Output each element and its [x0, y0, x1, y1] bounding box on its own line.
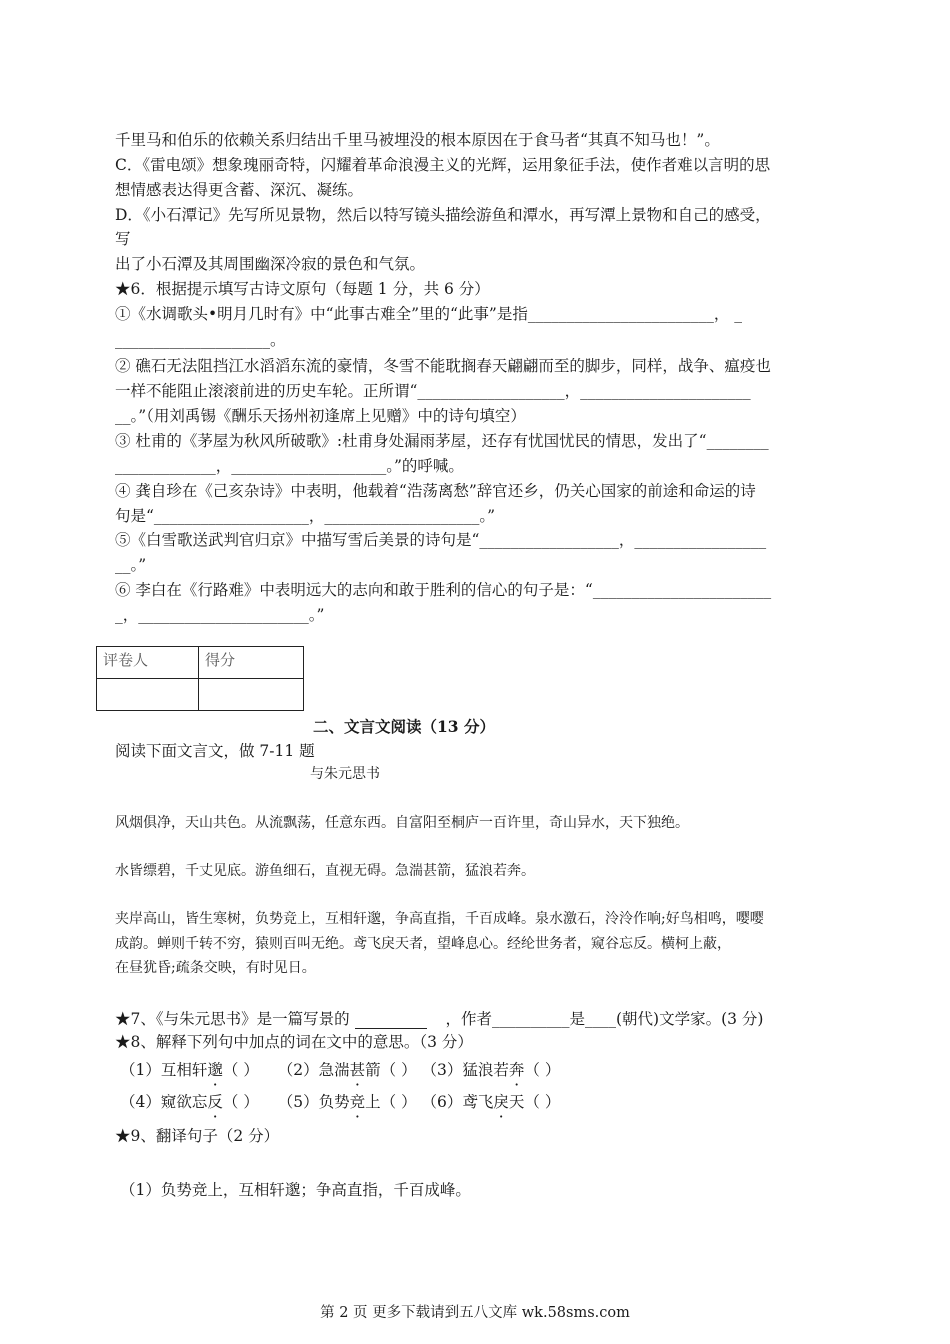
- section-heading: 二、文言文阅读（13 分）: [313, 717, 495, 736]
- q8-item: （1）互相轩邈（ ）: [120, 1061, 259, 1079]
- q5-text-line: 想情感表达得更含蓄、深沉、凝练。: [115, 181, 364, 199]
- q6-line: _____________，____________________。”的呼喊。: [115, 457, 464, 475]
- q5-option-d: D．《小石潭记》先写所见景物，然后以特写镜头描绘游鱼和潭水，再写潭上景物和自己的感受，: [115, 206, 771, 224]
- passage-paragraph: 夹岸高山，皆生寒树，负势竞上，互相轩邈，争高直指，千百成峰。泉水激石，泠泠作响;好鸟相鸣，嘤嘤: [115, 911, 764, 927]
- section-intro: 阅读下面文言文，做 7-11 题: [115, 742, 315, 760]
- q5-option-c: C．《雷电颂》想象瑰丽奇特，闪耀着革命浪漫主义的光辉，运用象征手法，使作者难以言明的思: [115, 156, 771, 174]
- passage-paragraph: 风烟俱净，天山共色。从流飘荡，任意东西。自富阳至桐庐一百许里，奇山异水，天下独绝。: [115, 815, 689, 831]
- q7-question: [115, 1004, 763, 1029]
- q5-text-line: 千里马和伯乐的依赖关系归结出千里马被埋没的根本原因在于食马者“其真不知马也！”。: [115, 131, 720, 149]
- q8-title: ★8、解释下列句中加点的词在文中的意思。（3 分）: [115, 1033, 473, 1051]
- passage-paragraph: 成韵。蝉则千转不穷，猿则百叫无绝。鸢飞戾天者，望峰息心。经纶世务者，窥谷忘反。横柯上蔽，: [115, 936, 731, 952]
- q7-prefix: ★7、《与朱元思书》是一篇写景的: [115, 1010, 350, 1028]
- q6-line: ①《水调歌头•明月几时有》中“此事古难全”里的“此事”是指________________________， _: [115, 305, 743, 323]
- q6-line: 句是“____________________，____________________。”: [115, 507, 496, 525]
- q6-line: ④ 龚自珍在《己亥杂诗》中表明，他载着“浩荡离愁”辞官还乡，仍关心国家的前途和命运的诗: [115, 482, 756, 500]
- q7-suffix: ，作者__________是____(朝代)文学家。(3 分): [445, 1010, 764, 1028]
- q6-title: ★6．根据提示填写古诗文原句（每题 1 分，共 6 分）: [115, 280, 490, 298]
- q6-line: __。”（用刘禹锡《酬乐天扬州初逢席上见赠》中的诗句填空）: [115, 407, 526, 425]
- q6-line: ② 礁石无法阻挡江水滔滔东流的豪情，冬雪不能耽搁春天翩翩而至的脚步，同样，战争、瘟疫也: [115, 357, 771, 375]
- q7-blank[interactable]: [355, 1008, 427, 1029]
- score-cell[interactable]: [199, 679, 304, 711]
- q6-line: ③ 杜甫的《茅屋为秋风所破歌》:杜甫身处漏雨茅屋，还存有忧国忧民的情思，发出了“________: [115, 432, 769, 450]
- q9-sentence: （1）负势竞上，互相轩邈；争高直指，千百成峰。: [120, 1181, 471, 1199]
- q8-item: （2）急湍甚箭（ ）: [277, 1061, 417, 1079]
- q6-line: ⑤《白雪歌送武判官归京》中描写雪后美景的诗句是“__________________，_________________: [115, 531, 767, 549]
- q8-item: （6）鸢飞戾天（ ）: [421, 1093, 561, 1111]
- q5-text-line: 写: [115, 230, 131, 248]
- q5-text-line: 出了小石潭及其周围幽深冷寂的景色和气氛。: [115, 255, 426, 273]
- q6-line: _，______________________。”: [115, 606, 325, 624]
- q8-row: [120, 1092, 560, 1112]
- q6-line: __。”: [115, 556, 147, 574]
- score-table: [96, 646, 304, 711]
- grader-header: 评卷人: [97, 647, 199, 679]
- grader-cell[interactable]: [97, 679, 199, 711]
- q9-title: ★9、翻译句子（2 分）: [115, 1127, 280, 1145]
- passage-title: 与朱元思书: [310, 766, 380, 782]
- page-footer: 第 2 页 更多下载请到五八文库 wk.58sms.com: [320, 1305, 630, 1321]
- q8-item: （5）负势竞上（ ）: [277, 1093, 417, 1111]
- q8-item: （3）猛浪若奔（ ）: [421, 1061, 561, 1079]
- passage-paragraph: 水皆缥碧，千丈见底。游鱼细石，直视无碍。急湍甚箭，猛浪若奔。: [115, 863, 535, 879]
- score-header: 得分: [199, 647, 304, 679]
- q6-line: ____________________。: [115, 331, 286, 349]
- q6-line: ⑥ 李白在《行路难》中表明远大的志向和敢于胜利的信心的句子是：“_______________________: [115, 581, 772, 599]
- passage-paragraph: 在昼犹昏;疏条交映，有时见日。: [115, 960, 316, 976]
- q8-row: [120, 1060, 560, 1080]
- q6-line: 一样不能阻止滚滚前进的历史车轮。正所谓“___________________，______________________: [115, 382, 751, 400]
- q8-item: （4）窥欲忘反（ ）: [120, 1093, 259, 1111]
